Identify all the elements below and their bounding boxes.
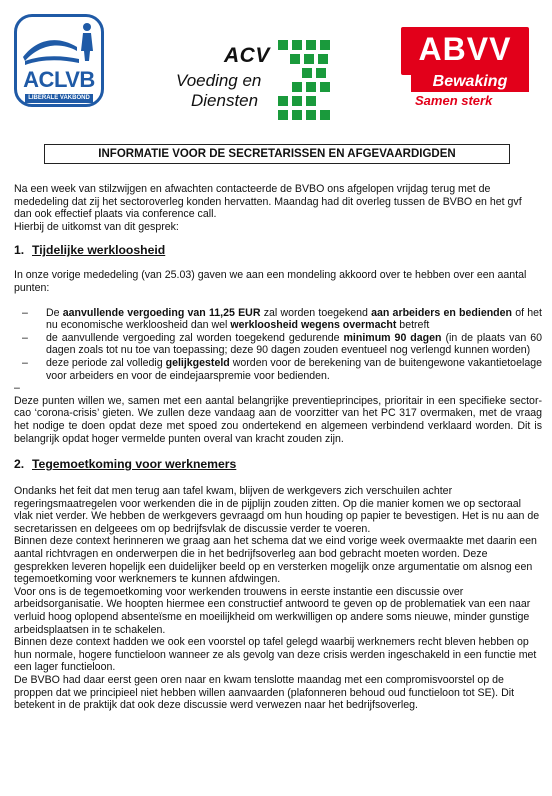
- bullet-dash: –: [22, 331, 28, 344]
- section2-paragraph: Binnen deze context herinneren we graag aan het schema dat we eind vorige week overmaakte met daarin een aantal richtvragen en onderwerpen die in het bedrijfsoverleg aan bod gebracht moeten worden. Deze gesprekken leveren hopelijk een duidelijker beeld op en versterken mogelijk onze argumentatie om alsnog een tegemoetkoming voor werknemers te kunnen afdwingen.: [14, 535, 537, 586]
- section2-number: 2.: [14, 457, 25, 472]
- bullet-text: deze periode zal volledig: [46, 356, 166, 369]
- bullet-bold: werkloosheid wegens overmacht: [230, 319, 397, 332]
- bullet-bold: aan arbeiders en bedienden: [371, 306, 513, 319]
- abvv-name: ABVV: [418, 31, 512, 67]
- bullet-text: betreft: [396, 319, 430, 332]
- intro-line2: Hierbij de uitkomst van dit gesprek:: [14, 220, 179, 233]
- list-item: [14, 382, 542, 395]
- section1-number: 1.: [14, 243, 25, 258]
- aclvb-figure-icon: [17, 17, 101, 69]
- bullet-dash: –: [22, 356, 28, 369]
- bullet-text: worden voor de berekening van de buitengewone vakantietoelage voor arbeiders en voor de eindejaarspremie voor bedienden.: [46, 356, 542, 382]
- section2-title: Tegemoetkoming voor werknemers: [32, 457, 237, 472]
- aclvb-subtitle: LIBERALE VAKBOND: [25, 94, 93, 103]
- intro: [14, 183, 542, 233]
- bullet-bold: minimum 90 dagen: [343, 331, 442, 344]
- acv-logo: [176, 38, 336, 123]
- section2-paragraph: De BVBO had daar eerst geen oren naar en kwam tenslotte maandag met een compromisvoorstel op de proppen dat we principieel niet hebben willen aanvaarden (plafonneren behoud oud functieloon tot SE). Dit betekent in de praktijk dat ook deze discussie werd verwezen naar het bedrijfsoverleg.: [14, 674, 515, 712]
- list-item: [14, 307, 542, 332]
- bullet-text: zal worden toegekend: [260, 306, 372, 319]
- abvv-sub: Bewaking: [411, 72, 529, 92]
- bullet-dash: –: [22, 306, 28, 319]
- section1-bullets: [14, 307, 542, 395]
- abvv-slogan: Samen sterk: [415, 93, 493, 108]
- bullet-bold: gelijkgesteld: [165, 356, 230, 369]
- list-item: [14, 357, 542, 382]
- abvv-box: [401, 27, 529, 75]
- aclvb-logo: [14, 14, 104, 107]
- section2-paragraph: Voor ons is de tegemoetkoming voor werkenden trouwens in eerste instantie een discussie over arbeidsorganisatie. We hoopten hiermee een constructief antwoord te geven op de problematiek van een naar verluid hoog oplopend absenteïsme en moeilijkheid om werkwilligen op andere soms nieuwe, minder gunstige arbeidsplaatsen in te schakelen.: [14, 585, 531, 636]
- section2-heading: [14, 457, 542, 471]
- bullet-bold: aanvullende vergoeding van 11,25 EUR: [62, 306, 261, 319]
- section1-title: Tijdelijke werkloosheid: [32, 243, 166, 258]
- section2-paragraph: Ondanks het feit dat men terug aan tafel kwam, blijven de werkgevers zich verschuilen achter regeringsmaatregelen voor werkenden die in de pijplijn zouden zitten. Op die manier komen we op sectoraal vlak niet verder. We hebben de werkgevers gevraagd om hun houding op papier te bevestigen. Het is nu aan de secretarissen en delgeees om op bedrijfsvlak de discussie verder te voeren.: [14, 485, 540, 535]
- list-item: [14, 332, 542, 357]
- page-title: INFORMATIE VOOR DE SECRETARISSEN EN AFGEVAARDIGDEN: [44, 144, 510, 164]
- bullet-text: (in de plaats van 60 dagen zoals tot nu toe van toepassing; deze 90 dagen zouden eventueel nog verlengd kunnen worden): [46, 331, 542, 357]
- aclvb-name: ACLVB: [23, 67, 95, 92]
- bullet-dash: –: [14, 382, 20, 395]
- acv-square-pattern-icon: [276, 38, 336, 123]
- section1-lead: In onze vorige mededeling (van 25.03) gaven we aan een mondeling akkoord over te hebben over een aantal punten:: [14, 269, 527, 294]
- bullet-text: of het nu economische werkloosheid dan wel: [46, 306, 542, 332]
- acv-name: ACV: [224, 44, 270, 67]
- section1-closing: Deze punten willen we, samen met een aantal belangrijke preventieprincipes, prioritair in een specifieke sector-cao ‘corona-crisis’ gieten. We zullen deze vandaag aan de voorzitter van het PC 317 overmaken, met de vraag het nodige te doen opdat deze met spoed zou ondertekend en algemeen verbindend verklaard worden. Dit is belangrijk opdat hoger vermelde punten overal van kracht zouden zijn.: [14, 394, 542, 445]
- document-body: [14, 183, 542, 712]
- acv-line2: Diensten: [191, 91, 259, 110]
- bullet-text: de aanvullende vergoeding zal worden toegekend gedurende: [46, 331, 344, 344]
- acv-line1: Voeding en: [176, 71, 262, 90]
- section1-heading: [14, 243, 542, 257]
- intro-text: Na een week van stilzwijgen en afwachten contacteerde de BVBO ons afgelopen vrijdag terug met de mededeling dat zij het sectoroverleg konden hervatten. Maandag had dit overleg tussen de BVBO en het gvf dan ook effectief plaats via conference call.: [14, 183, 522, 221]
- section2: [14, 457, 542, 712]
- abvv-logo: [401, 27, 531, 113]
- logo-bar: [0, 10, 552, 120]
- bullet-text: De: [46, 306, 63, 319]
- section2-paragraph: Binnen deze context hadden we ook een voorstel op tafel gelegd waarbij werknemers recht bleven hebben op hun normale, hogere functieloon wanneer ze als gevolg van deze crisis werden ingeschakeld in een functie met een lager functieloon.: [14, 636, 537, 674]
